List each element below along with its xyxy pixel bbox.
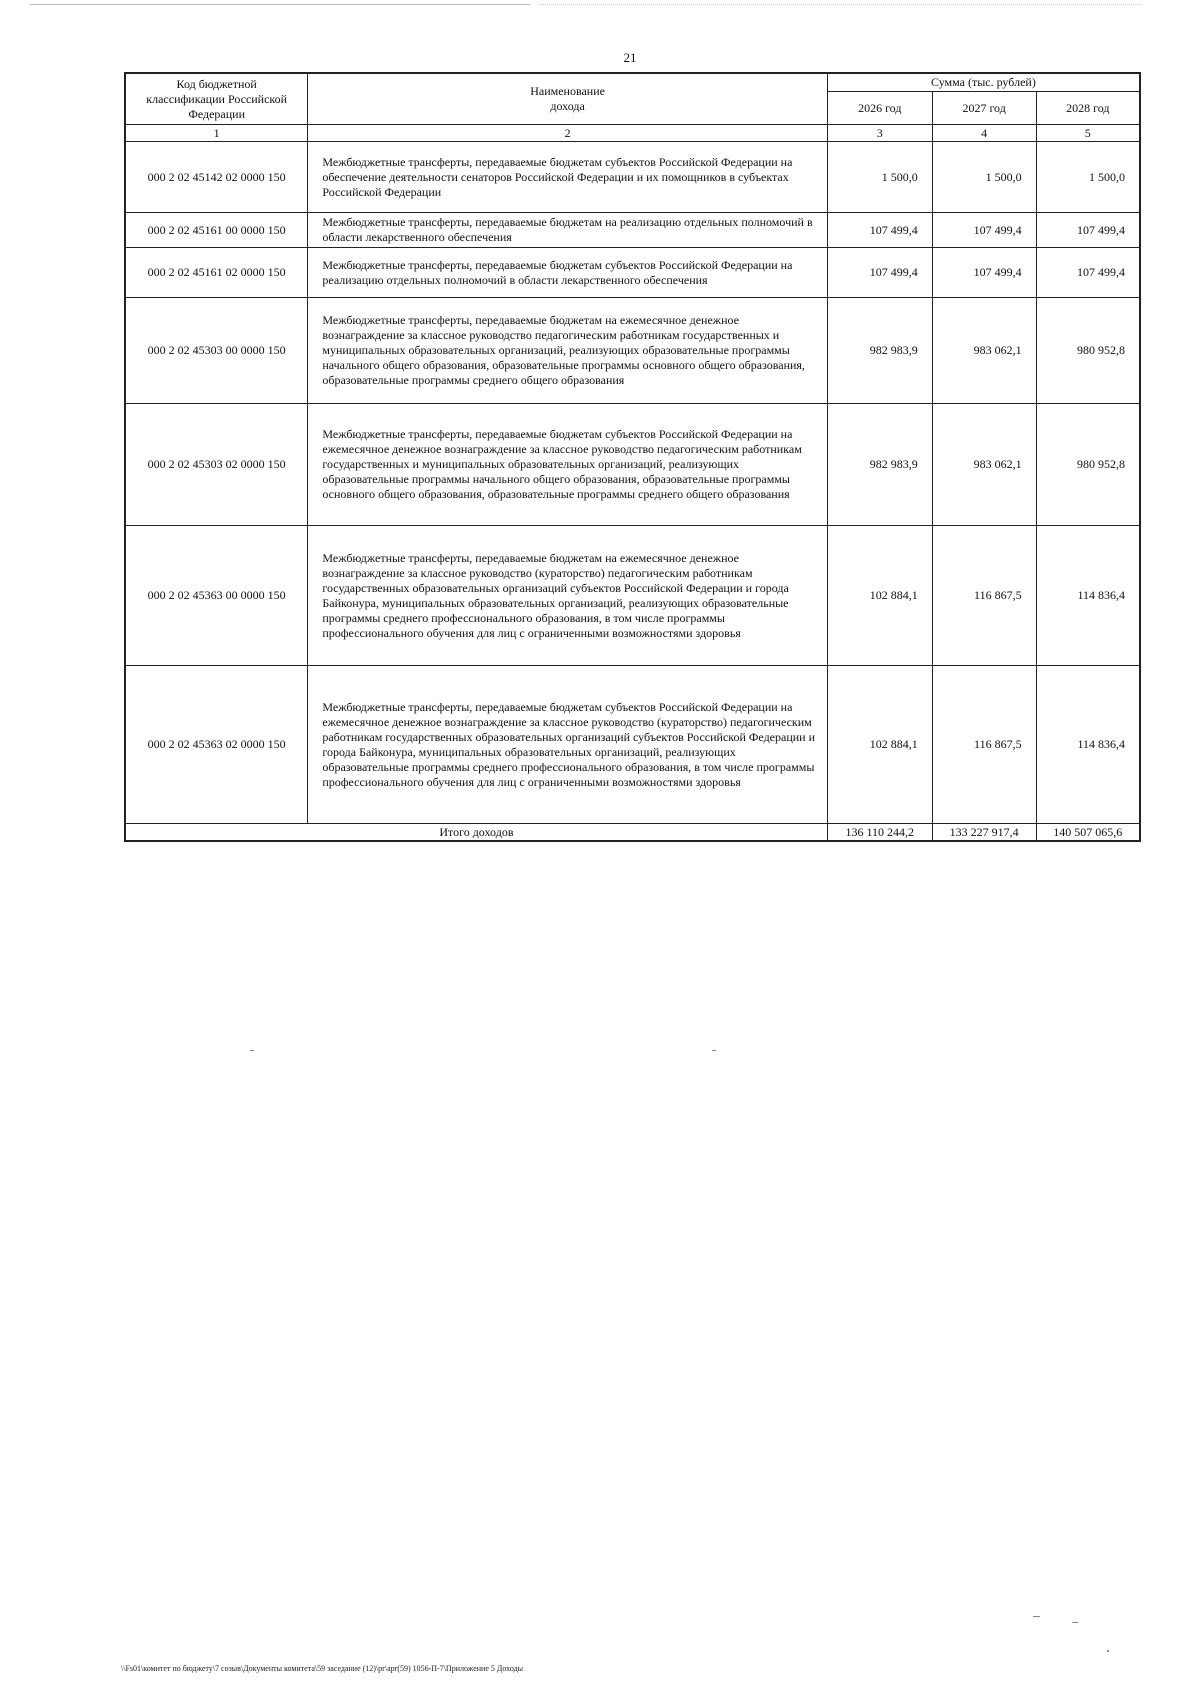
row-value-2027: 116 867,5 (932, 666, 1036, 824)
row-value-2026: 102 884,1 (827, 526, 932, 666)
row-code: 000 2 02 45363 00 0000 150 (125, 526, 308, 666)
scan-speck (1107, 1650, 1109, 1652)
row-code: 000 2 02 45363 02 0000 150 (125, 666, 308, 824)
row-value-2026: 107 499,4 (827, 248, 932, 298)
row-value-2027: 107 499,4 (932, 248, 1036, 298)
page-number: 21 (623, 50, 637, 65)
total-row (125, 824, 1140, 842)
row-value-2027: 983 062,1 (932, 404, 1036, 526)
row-value-2028: 980 952,8 (1036, 298, 1140, 404)
row-value-2028: 107 499,4 (1036, 248, 1140, 298)
header-year-2027: 2027 год (932, 92, 1036, 125)
row-code: 000 2 02 45161 00 0000 150 (125, 213, 308, 248)
row-value-2026: 1 500,0 (827, 142, 932, 213)
header-year-2026: 2026 год (827, 92, 932, 125)
col-number-4: 4 (932, 125, 1036, 142)
header-code: Код бюджетной классификации Российской Федерации (125, 73, 308, 125)
top-edge-line (30, 4, 530, 5)
header-name-line1: Наименование (530, 84, 605, 98)
row-value-2026: 107 499,4 (827, 213, 932, 248)
row-name: Межбюджетные трансферты, передаваемые бюджетам субъектов Российской Федерации на обеспечение деятельности сенаторов Российской Федерации и их помощников в субъектах Российской Федерации (308, 142, 827, 213)
row-value-2028: 114 836,4 (1036, 526, 1140, 666)
row-name: Межбюджетные трансферты, передаваемые бюджетам субъектов Российской Федерации на ежемесячное денежное вознаграждение за классное руководство (кураторство) педагогическим работникам государственных образовательных организаций субъектов Российской Федерации и города Байконура, муниципальных образовательных организаций, реализующих образовательные программы среднего профессионального образования, в том числе программы профессионального обучения для лиц с ограниченными возможностями здоровья (308, 666, 827, 824)
row-value-2028: 1 500,0 (1036, 142, 1140, 213)
row-name: Межбюджетные трансферты, передаваемые бюджетам субъектов Российской Федерации на ежемесячное денежное вознаграждение за классное руководство педагогическим работникам государственных и муниципальных образовательных организаций, реализующих образовательные программы начального общего образования, образовательные программы основного общего образования, образовательные программы среднего общего образования (308, 404, 827, 526)
scan-speck (250, 1050, 254, 1051)
row-value-2028: 980 952,8 (1036, 404, 1140, 526)
scan-speck (1033, 1616, 1040, 1617)
header-sum: Сумма (тыс. рублей) (827, 73, 1140, 92)
row-code: 000 2 02 45303 02 0000 150 (125, 404, 308, 526)
row-name: Межбюджетные трансферты, передаваемые бюджетам на ежемесячное денежное вознаграждение за классное руководство (кураторство) педагогическим работникам государственных образовательных организаций субъектов Российской Федерации и города Байконура, муниципальных образовательных организаций, реализующих образовательные программы среднего профессионального образования, в том числе программы профессионального обучения для лиц с ограниченными возможностями здоровья (308, 526, 827, 666)
row-value-2027: 116 867,5 (932, 526, 1036, 666)
table-row (125, 213, 1140, 248)
table-row (125, 248, 1140, 298)
scan-speck (1072, 1622, 1078, 1623)
income-table (124, 72, 1141, 842)
table-row (125, 526, 1140, 666)
row-code: 000 2 02 45142 02 0000 150 (125, 142, 308, 213)
table-row (125, 666, 1140, 824)
total-value-2027: 133 227 917,4 (932, 824, 1036, 842)
total-value-2026: 136 110 244,2 (827, 824, 932, 842)
total-value-2028: 140 507 065,6 (1036, 824, 1140, 842)
row-name: Межбюджетные трансферты, передаваемые бюджетам субъектов Российской Федерации на реализацию отдельных полномочий в области лекарственного обеспечения (308, 248, 827, 298)
footer-file-path: \\Fs01\комитет по бюджету\7 созыв\Документы комитета\59 заседание (12)\pr\apr(59) 1056-П-7\Приложение 5 Доходы (121, 1664, 524, 1673)
row-value-2026: 982 983,9 (827, 298, 932, 404)
col-number-2: 2 (308, 125, 827, 142)
header-name-line2: дохода (550, 99, 585, 113)
row-value-2027: 983 062,1 (932, 298, 1036, 404)
row-code: 000 2 02 45161 02 0000 150 (125, 248, 308, 298)
table-row (125, 404, 1140, 526)
col-number-5: 5 (1036, 125, 1140, 142)
col-number-1: 1 (125, 125, 308, 142)
row-value-2027: 1 500,0 (932, 142, 1036, 213)
row-name: Межбюджетные трансферты, передаваемые бюджетам на ежемесячное денежное вознаграждение за классное руководство педагогическим работникам государственных и муниципальных образовательных организаций, реализующих образовательные программы начального общего образования, образовательные программы основного общего образования, образовательные программы среднего общего образования (308, 298, 827, 404)
total-label: Итого доходов (125, 824, 827, 842)
scan-speck (712, 1050, 716, 1051)
row-value-2028: 107 499,4 (1036, 213, 1140, 248)
column-number-row (125, 125, 1140, 142)
table-row (125, 142, 1140, 213)
row-code: 000 2 02 45303 00 0000 150 (125, 298, 308, 404)
col-number-3: 3 (827, 125, 932, 142)
header-name (308, 73, 827, 125)
row-value-2028: 114 836,4 (1036, 666, 1140, 824)
row-name: Межбюджетные трансферты, передаваемые бюджетам на реализацию отдельных полномочий в области лекарственного обеспечения (308, 213, 827, 248)
row-value-2027: 107 499,4 (932, 213, 1036, 248)
header-row-1 (125, 73, 1140, 92)
table-row (125, 298, 1140, 404)
header-year-2028: 2028 год (1036, 92, 1140, 125)
top-edge-dotted-line (540, 4, 1140, 5)
row-value-2026: 102 884,1 (827, 666, 932, 824)
row-value-2026: 982 983,9 (827, 404, 932, 526)
